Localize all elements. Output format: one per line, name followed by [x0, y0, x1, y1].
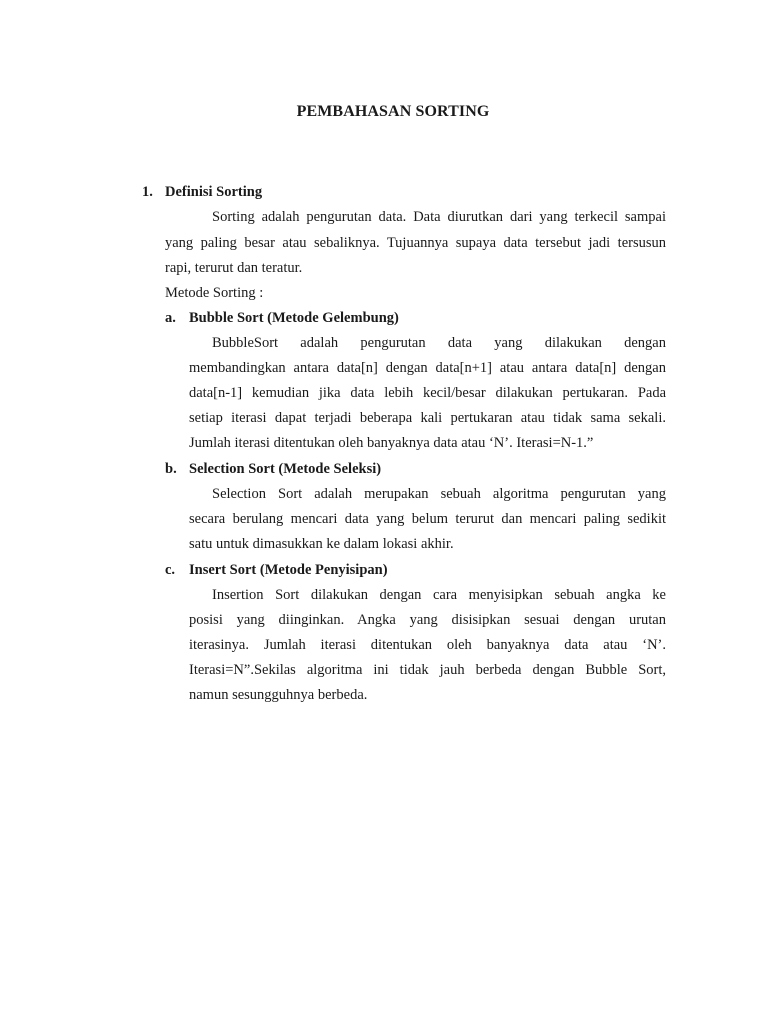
subsection-heading: Bubble Sort (Metode Gelembung)	[189, 310, 399, 326]
paragraph-line: data[n-1] kemudian jika data lebih kecil/besar dilakukan pertukaran. Pada	[189, 385, 666, 401]
section-number: 1.	[142, 184, 153, 200]
paragraph-line: Sorting adalah pengurutan data. Data diurutkan dari yang terkecil sampai	[212, 209, 666, 225]
paragraph-line: iterasinya. Jumlah iterasi ditentukan oleh banyaknya data atau ‘N’.	[189, 637, 666, 653]
paragraph-line: secara berulang mencari data yang belum terurut dan mencari paling sedikit	[189, 511, 666, 527]
paragraph-line: rapi, terurut dan teratur.	[165, 260, 303, 276]
paragraph-line: Iterasi=N”.Sekilas algoritma ini tidak jauh berbeda dengan Bubble Sort,	[189, 662, 666, 678]
subsection-heading: Insert Sort (Metode Penyisipan)	[189, 562, 388, 578]
paragraph-line: setiap iterasi dapat terjadi beberapa kali pertukaran atau tidak sama sekali.	[189, 410, 666, 426]
paragraph-line: Insertion Sort dilakukan dengan cara menyisipkan sebuah angka ke	[212, 587, 666, 603]
subsection-letter: a.	[165, 310, 176, 326]
subsection-heading: Selection Sort (Metode Seleksi)	[189, 461, 382, 477]
paragraph-line: yang paling besar atau sebaliknya. Tujuannya supaya data tersebut jadi tersusun	[165, 235, 666, 251]
paragraph-line: satu untuk dimasukkan ke dalam lokasi akhir.	[189, 536, 454, 552]
paragraph-line: Selection Sort adalah merupakan sebuah algoritma pengurutan yang	[212, 486, 666, 502]
section-heading: Definisi Sorting	[165, 184, 263, 200]
methods-label: Metode Sorting :	[165, 285, 264, 301]
paragraph-line: Jumlah iterasi ditentukan oleh banyaknya data atau ‘N’. Iterasi=N-1.”	[189, 435, 594, 451]
paragraph-line: namun sesungguhnya berbeda.	[189, 687, 368, 703]
subsection-letter: b.	[165, 461, 177, 477]
page-title: PEMBAHASAN SORTING	[296, 103, 490, 120]
paragraph-line: BubbleSort adalah pengurutan data yang dilakukan dengan	[212, 335, 666, 351]
paragraph-line: membandingkan antara data[n] dengan data[n+1] atau antara data[n] dengan	[189, 360, 666, 376]
subsection-letter: c.	[165, 562, 176, 578]
paragraph-line: posisi yang diinginkan. Angka yang disisipkan sesuai dengan urutan	[189, 612, 666, 628]
